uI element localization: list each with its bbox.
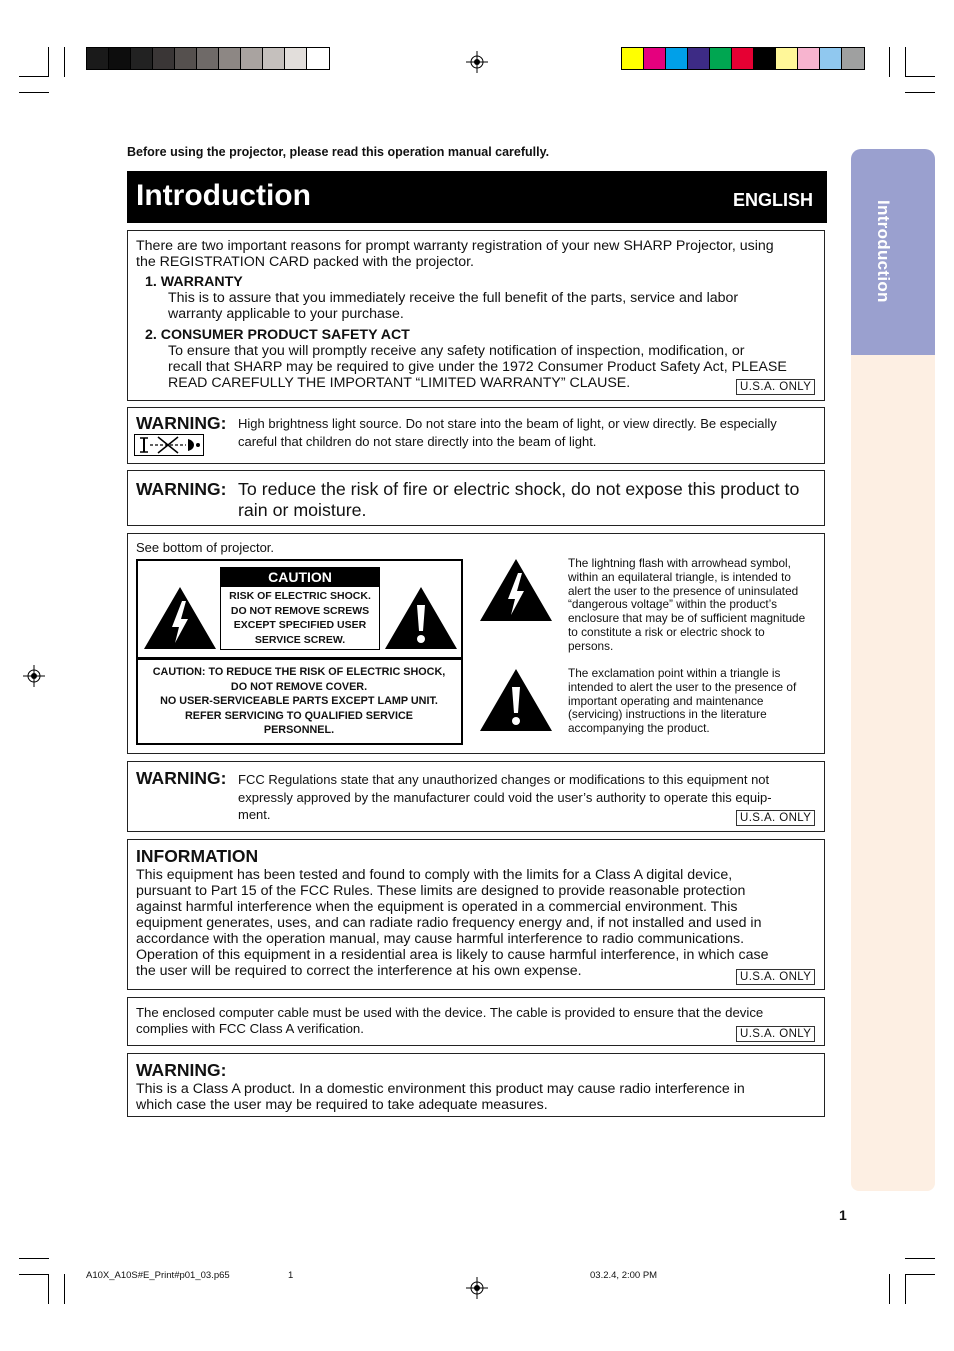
crop-mark [889, 1274, 890, 1304]
color-swatch [175, 48, 197, 69]
color-swatch [153, 48, 175, 69]
side-tab[interactable] [851, 149, 935, 355]
crop-mark [905, 1274, 906, 1304]
safety-act-heading: 2. CONSUMER PRODUCT SAFETY ACT [145, 327, 410, 343]
footer-file-name: A10X_A10S#E_Print#p01_03.p65 [86, 1270, 230, 1281]
color-swatch [688, 48, 710, 69]
caution-bottom-text: CAUTION: TO REDUCE THE RISK OF ELECTRIC SHOCK, DO NOT REMOVE COVER. NO USER-SERVICEABLE PARTS EXCEPT LAMP UNIT. REFER SERVICING TO QUALIFIED SERVICE PERSONNEL. [152, 666, 446, 736]
information-title: INFORMATION [136, 846, 259, 866]
caution-divider [138, 657, 461, 660]
color-swatch [776, 48, 798, 69]
color-swatch [710, 48, 732, 69]
side-strip [851, 355, 935, 1191]
footer-timestamp: 03.2.4, 2:00 PM [590, 1270, 658, 1281]
warranty-text: This is to assure that you immediately receive the full benefit of the parts, service and labor warranty applicable to your purchase. [168, 290, 739, 322]
color-swatch [87, 48, 109, 69]
color-swatch [842, 48, 864, 69]
crop-mark [19, 1258, 49, 1259]
color-swatch [263, 48, 285, 69]
crop-mark [64, 47, 65, 77]
usa-only-badge: U.S.A. ONLY [736, 810, 815, 826]
crop-mark [19, 76, 49, 77]
lightning-symbol-icon [478, 557, 554, 623]
caution-label-panel [136, 559, 463, 745]
class-a-warning-text: This is a Class A product. In a domestic environment this product may cause radio interference in which case the user may be required to take adequate measures. [136, 1081, 745, 1113]
crop-mark [905, 1258, 935, 1259]
color-swatch [219, 48, 241, 69]
read-manual-notice: Before using the projector, please read this operation manual carefully. [127, 145, 550, 159]
language-label: ENGLISH [732, 190, 813, 210]
crop-mark [19, 1274, 49, 1275]
warning-label: WARNING: [136, 413, 227, 433]
exclamation-symbol-icon [478, 667, 554, 733]
exclamation-warning-icon [383, 585, 459, 651]
crop-mark [64, 1274, 65, 1304]
warning-label: WARNING: [136, 1060, 227, 1080]
color-swatch [285, 48, 307, 69]
color-swatch [820, 48, 842, 69]
crop-mark [889, 47, 890, 77]
color-swatch [622, 48, 644, 69]
color-swatch [131, 48, 153, 69]
crop-mark [905, 92, 935, 93]
page-title: Introduction [136, 179, 311, 212]
color-swatch [307, 48, 329, 69]
color-swatch [754, 48, 776, 69]
page-number: 1 [839, 1207, 847, 1223]
registration-mark-icon [466, 1277, 488, 1299]
registration-mark-icon [23, 665, 45, 687]
light-warning-text: High brightness light source. Do not stare into the beam of light, or view directly. Be especially careful that children do not stare directly into the beam of light. [238, 416, 777, 449]
color-swatch [109, 48, 131, 69]
information-text: This equipment has been tested and found to comply with the limits for a Class A digital device, pursuant to Part 15 of the FCC Rules. These limits are designed to provide reasonable protection against harmful interference when the equipment is operated in a commercial environment. This equipment generates, uses, and can radiate radio frequency energy and, if not installed and used in accordance with the operation manual, may cause harmful interference to radio communications. Operation of this equipment in a residential area is likely to cause harmful interference, in which case the user will be required to correct the interference at his own expense. [136, 867, 769, 979]
see-bottom-text: See bottom of projector. [136, 540, 275, 555]
usa-only-badge: U.S.A. ONLY [736, 379, 815, 395]
warning-label: WARNING: [136, 768, 227, 788]
lightning-explanation: The lightning flash with arrowhead symbol, within an equilateral triangle, is intended to alert the user to the presence of uninsulated “dangerous voltage” within the product’s enclosure that may be of sufficient magnitude to constitute a risk or electric shock to persons. [568, 556, 806, 653]
cable-notice-text: The enclosed computer cable must be used with the device. The cable is provided to ensure that the device complies with FCC Class A verification. [136, 1005, 764, 1036]
gray-color-bar [86, 47, 330, 70]
caution-title: CAUTION [220, 567, 380, 587]
color-swatch [241, 48, 263, 69]
safety-act-text: To ensure that you will promptly receive any safety notification of inspection, modification, or recall that SHARP may be required to give under the 1972 Consumer Product Safety Act, PLEASE READ CAREFULLY THE IMPORTANT “LIMITED WARRANTY” CLAUSE. [168, 343, 787, 391]
registration-intro: There are two important reasons for prompt warranty registration of your new SHARP Projector, using the REGISTRATION CARD packed with the projector. [136, 238, 774, 270]
caution-subtext: RISK OF ELECTRIC SHOCK. DO NOT REMOVE SCREWS EXCEPT SPECIFIED USER SERVICE SCREW. [229, 590, 371, 646]
color-swatch [644, 48, 666, 69]
warranty-heading: 1. WARRANTY [145, 274, 243, 290]
crop-mark [48, 47, 49, 77]
do-not-stare-icon [134, 434, 204, 456]
color-swatch [666, 48, 688, 69]
crop-mark [905, 1274, 935, 1275]
crop-mark [48, 1274, 49, 1304]
footer-page: 1 [288, 1270, 294, 1281]
color-bar [621, 47, 865, 70]
registration-mark-icon [466, 51, 488, 73]
crop-mark [905, 76, 935, 77]
fcc-warning-text: FCC Regulations state that any unauthorized changes or modifications to this equipment not expressly approved by the manufacturer could void the user’s authority to operate this equip- ment. [238, 772, 772, 822]
shock-warning-text: To reduce the risk of fire or electric shock, do not expose this product to rain or moisture. [238, 479, 800, 520]
side-tab-label: Introduction [874, 200, 893, 303]
color-swatch [798, 48, 820, 69]
crop-mark [905, 47, 906, 77]
exclamation-explanation: The exclamation point within a triangle is intended to alert the user to the presence of important operating and maintenance (servicing) instructions in the literature accompanying the product. [568, 666, 797, 736]
warning-label: WARNING: [136, 479, 227, 499]
usa-only-badge: U.S.A. ONLY [736, 969, 815, 985]
title-bar [127, 171, 827, 223]
color-swatch [732, 48, 754, 69]
lightning-warning-icon [142, 585, 218, 651]
usa-only-badge: U.S.A. ONLY [736, 1026, 815, 1042]
color-swatch [197, 48, 219, 69]
crop-mark [19, 92, 49, 93]
